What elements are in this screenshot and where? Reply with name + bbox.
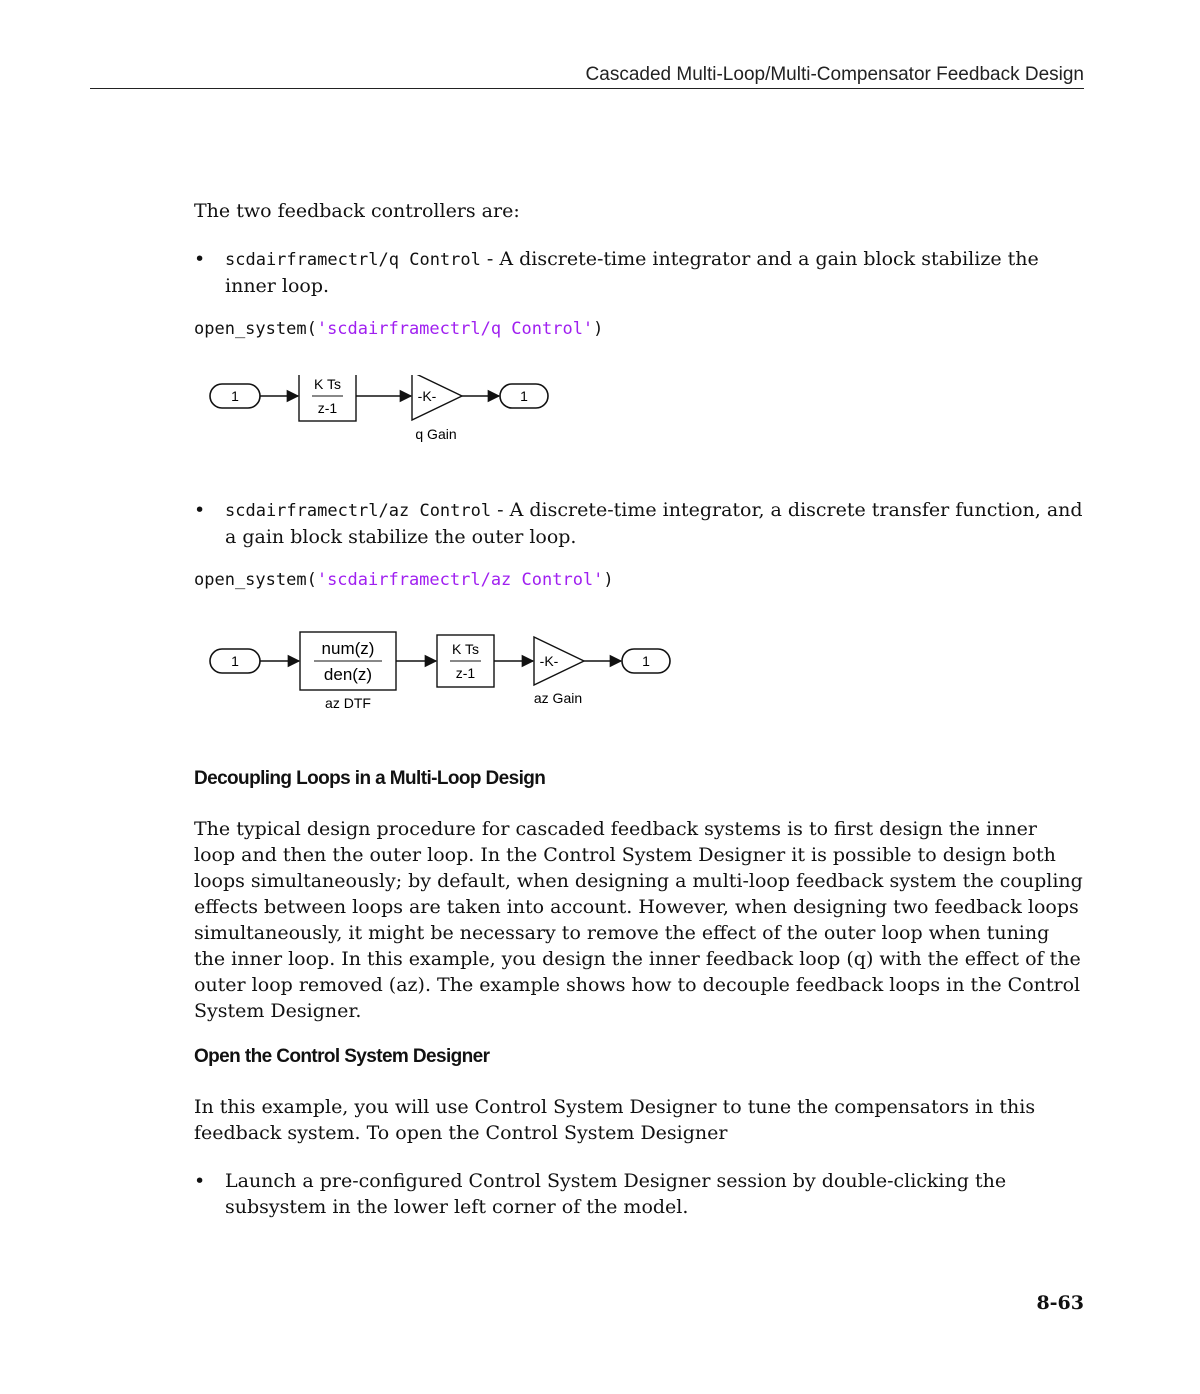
gain-block — [534, 637, 584, 706]
code-close: ) — [593, 319, 604, 339]
dtf-numerator: num(z) — [321, 639, 375, 658]
code-line — [194, 568, 1084, 592]
dtf-label: az DTF — [325, 695, 371, 711]
integrator-numerator: K Ts — [314, 376, 341, 392]
code-function: open_system( — [194, 319, 317, 339]
block-description: - A discrete-time integrator, a discrete transfer function, and a gain block stabilize the outer loop. — [225, 499, 1083, 548]
integrator-denominator: z-1 — [317, 400, 338, 416]
intro-text: The two feedback controllers are: — [194, 200, 520, 222]
outport-block — [500, 384, 548, 408]
gain-label: q Gain — [415, 426, 457, 442]
inport-label: 1 — [231, 388, 239, 404]
gain-label: az Gain — [533, 690, 583, 706]
q-control-diagram — [208, 375, 628, 475]
code-function: open_system( — [194, 570, 317, 590]
list-item — [194, 1168, 1084, 1220]
page-content — [194, 198, 1084, 1220]
az-control-diagram — [208, 630, 708, 730]
gain-value: -K- — [539, 653, 559, 669]
list-item-text: Launch a pre-configured Control System Designer session by double-clicking the subsystem in the lower left corner of the model. — [225, 1170, 1007, 1218]
code-string: 'scdairframectrl/q Control' — [316, 319, 594, 339]
bullet-icon: • — [194, 248, 206, 270]
inport-label: 1 — [231, 653, 239, 669]
page-number: 8-63 — [1036, 1292, 1084, 1314]
integrator-block — [437, 635, 494, 687]
dtf-denominator: den(z) — [323, 665, 373, 684]
outport-label: 1 — [642, 653, 650, 669]
running-title: Cascaded Multi-Loop/Multi-Compensator Feedback Design — [585, 64, 1084, 85]
block-path: scdairframectrl/az Control — [225, 501, 492, 521]
bullet-icon: • — [194, 1170, 206, 1192]
section-heading: Decoupling Loops in a Multi-Loop Design — [194, 768, 546, 789]
outport-block — [622, 649, 670, 673]
list-item — [194, 497, 1084, 550]
integrator-numerator: K Ts — [452, 641, 479, 657]
list-item — [194, 246, 1084, 299]
page-header — [90, 64, 1084, 89]
section-heading: Open the Control System Designer — [194, 1046, 490, 1067]
outport-label: 1 — [520, 388, 528, 404]
code-line — [194, 317, 1084, 341]
section-body: In this example, you will use Control System Designer to tune the compensators in this feedback system. To open the Control System Designer — [194, 1096, 1036, 1144]
gain-block — [412, 375, 462, 442]
section-body: The typical design procedure for cascaded feedback systems is to first design the inner loop and then the outer loop. In the Control System Designer it is possible to design both loops simultaneously; by default, when designing a multi-loop feedback system the coupling effects between loops are taken into account. However, when designing two feedback loops simultaneously, it might be necessary to remove the effect of the outer loop when tuning the inner loop. In this example, you design the inner feedback loop (q) with the effect of the outer loop removed (az). The example shows how to decouple feedback loops in the Control System Designer. — [194, 818, 1083, 1022]
dtf-block — [300, 632, 396, 711]
inport-block — [210, 649, 260, 673]
code-close: ) — [603, 570, 614, 590]
inport-block — [210, 384, 260, 408]
bullet-icon: • — [194, 499, 206, 521]
block-description: - A discrete-time integrator and a gain block stabilize the inner loop. — [225, 248, 1039, 297]
block-path: scdairframectrl/q Control — [225, 250, 481, 270]
code-string: 'scdairframectrl/az Control' — [316, 570, 604, 590]
integrator-block — [299, 375, 356, 421]
integrator-denominator: z-1 — [455, 665, 476, 681]
gain-value: -K- — [417, 388, 437, 404]
